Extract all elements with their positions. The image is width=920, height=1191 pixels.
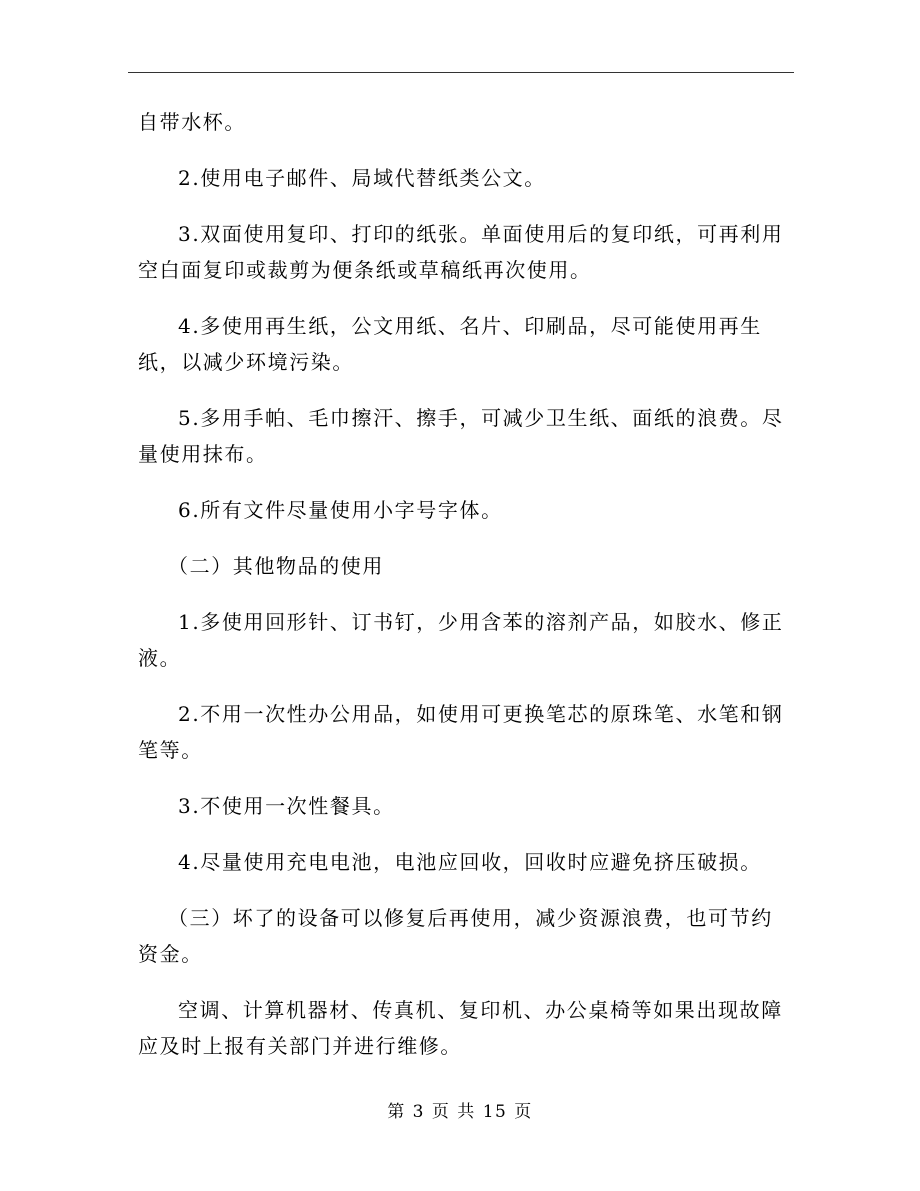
- document-body: [138, 104, 788, 1084]
- paragraph-other-4: 4.尽量使用充电电池，电池应回收，回收时应避免挤压破损。: [178, 850, 762, 874]
- section-heading-repair: （三）坏了的设备可以修复后再使用，减少资源浪费，也可节约资金。: [138, 906, 773, 966]
- paragraph-item-3: 3.双面使用复印、打印的纸张。单面使用后的复印纸，可再利用空白面复印或裁剪为便条纸或草稿纸再次使用。: [138, 222, 784, 282]
- paragraph-repair-detail: 空调、计算机器材、传真机、复印机、办公桌椅等如果出现故障应及时上报有关部门并进行维修。: [138, 998, 783, 1058]
- paragraph-item-5: 5.多用手帕、毛巾擦汗、擦手，可减少卫生纸、面纸的浪费。尽量使用抹布。: [138, 406, 784, 466]
- paragraph-other-2: 2.不用一次性办公用品，如使用可更换笔芯的原珠笔、水笔和钢笔等。: [138, 702, 784, 762]
- paragraph-continuation: 自带水杯。: [138, 110, 246, 134]
- paragraph-other-3: 3.不使用一次性餐具。: [178, 794, 395, 818]
- paragraph-item-6: 6.所有文件尽量使用小字号字体。: [178, 498, 503, 522]
- header-rule: [128, 72, 794, 73]
- section-heading-other-items: （二）其他物品的使用: [168, 554, 384, 578]
- paragraph-other-1: 1.多使用回形针、订书钉，少用含苯的溶剂产品，如胶水、修正液。: [138, 610, 784, 670]
- paragraph-item-2: 2.使用电子邮件、局域代替纸类公文。: [178, 166, 546, 190]
- page-number-footer: 第 3 页 共 15 页: [387, 1102, 533, 1122]
- paragraph-item-4: 4.多使用再生纸，公文用纸、名片、印刷品，尽可能使用再生纸，以减少环境污染。: [138, 314, 762, 374]
